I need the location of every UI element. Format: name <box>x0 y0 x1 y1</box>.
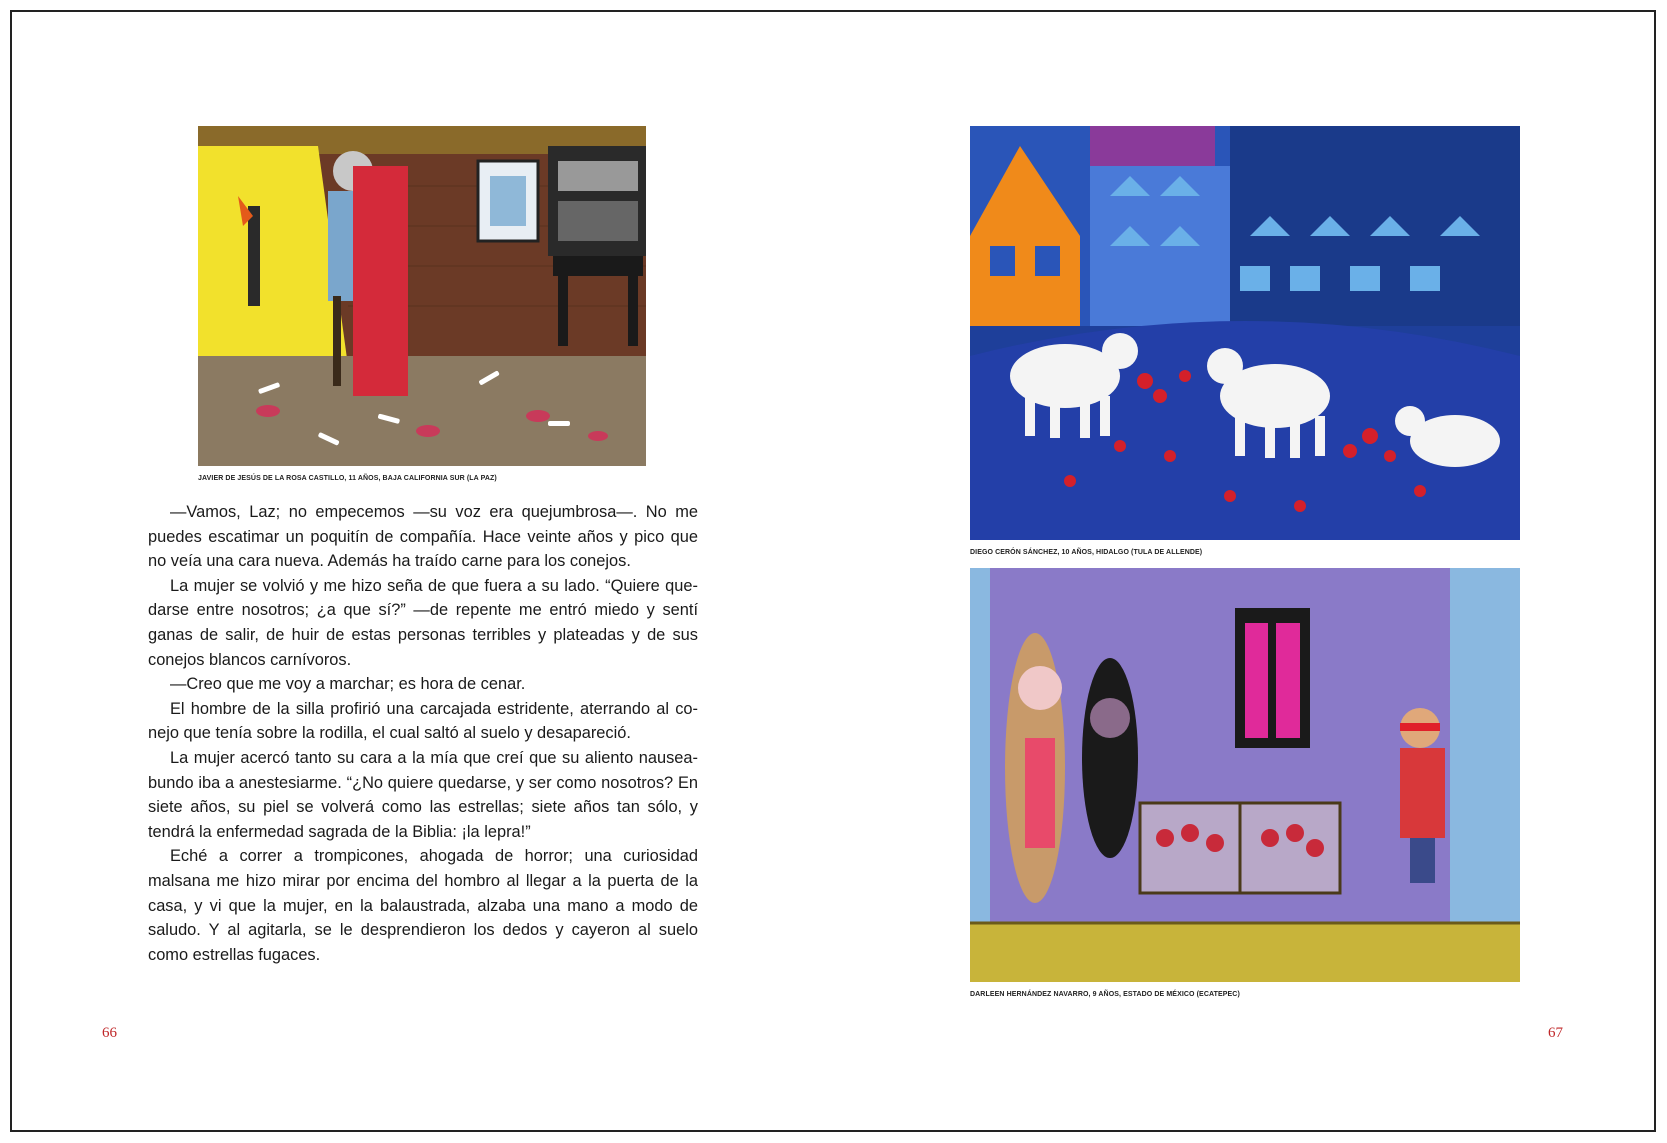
story-text <box>148 500 698 967</box>
illustration-right-bottom <box>970 568 1520 982</box>
paragraph-5: La mujer acercó tanto su cara a la mía que creí que su aliento nauseabundo iba a anestesiarme. “¿No quiere quedarse, y ser como nosotros? En siete años, su piel se volverá como las estrellas; siete años tan sólo, y tendrá la enfermedad sagrada de la Biblia: ¡la lepra!” <box>148 748 698 841</box>
illustration-right-top <box>970 126 1520 540</box>
paragraph-1: —Vamos, Laz; no empecemos —su voz era quejumbrosa—. No me puedes escatimar un poquitín de compañía. Hace veinte años y pico que no veía una cara nueva. Además ha traído carne para los conejos. <box>148 503 698 571</box>
illustration-right-top-caption: DIEGO CERÓN SÁNCHEZ, 10 AÑOS, HIDALGO (TULA DE ALLENDE) <box>970 549 1203 556</box>
paragraph-2: La mujer se volvió y me hizo seña de que fuera a su lado. “Quiere quedarse entre nosotros; ¿a que sí?” —de repente me entró miedo y sentí ganas de salir, de huir de estas personas terribles y plateadas y de sus conejos blancos carnívoros. <box>148 576 698 669</box>
paragraph-4: El hombre de la silla profirió una carcajada estridente, aterrando al conejo que tenía sobre la rodilla, el cual saltó al suelo y desapareció. <box>148 699 698 743</box>
page-number-right: 67 <box>1548 1025 1563 1041</box>
illustration-left <box>198 126 646 466</box>
illustration-right-bottom-caption: DARLEEN HERNÁNDEZ NAVARRO, 9 AÑOS, ESTADO DE MÉXICO (ECATEPEC) <box>970 991 1240 998</box>
paragraph-3: —Creo que me voy a marchar; es hora de cenar. <box>170 675 526 694</box>
page-number-left: 66 <box>102 1025 117 1041</box>
illustration-left-caption: JAVIER DE JESÚS DE LA ROSA CASTILLO, 11 AÑOS, BAJA CALIFORNIA SUR (LA PAZ) <box>198 475 497 482</box>
paragraph-6: Eché a correr a trompicones, ahogada de horror; una curiosidad malsana me hizo mirar por encima del hombro al llegar a la puerta de la casa, y vi que la mujer, en la balaustrada, alzaba una mano a modo de saludo. Y al agitarla, se le desprendieron los dedos y cayeron al suelo como estrellas fugaces. <box>148 847 698 964</box>
